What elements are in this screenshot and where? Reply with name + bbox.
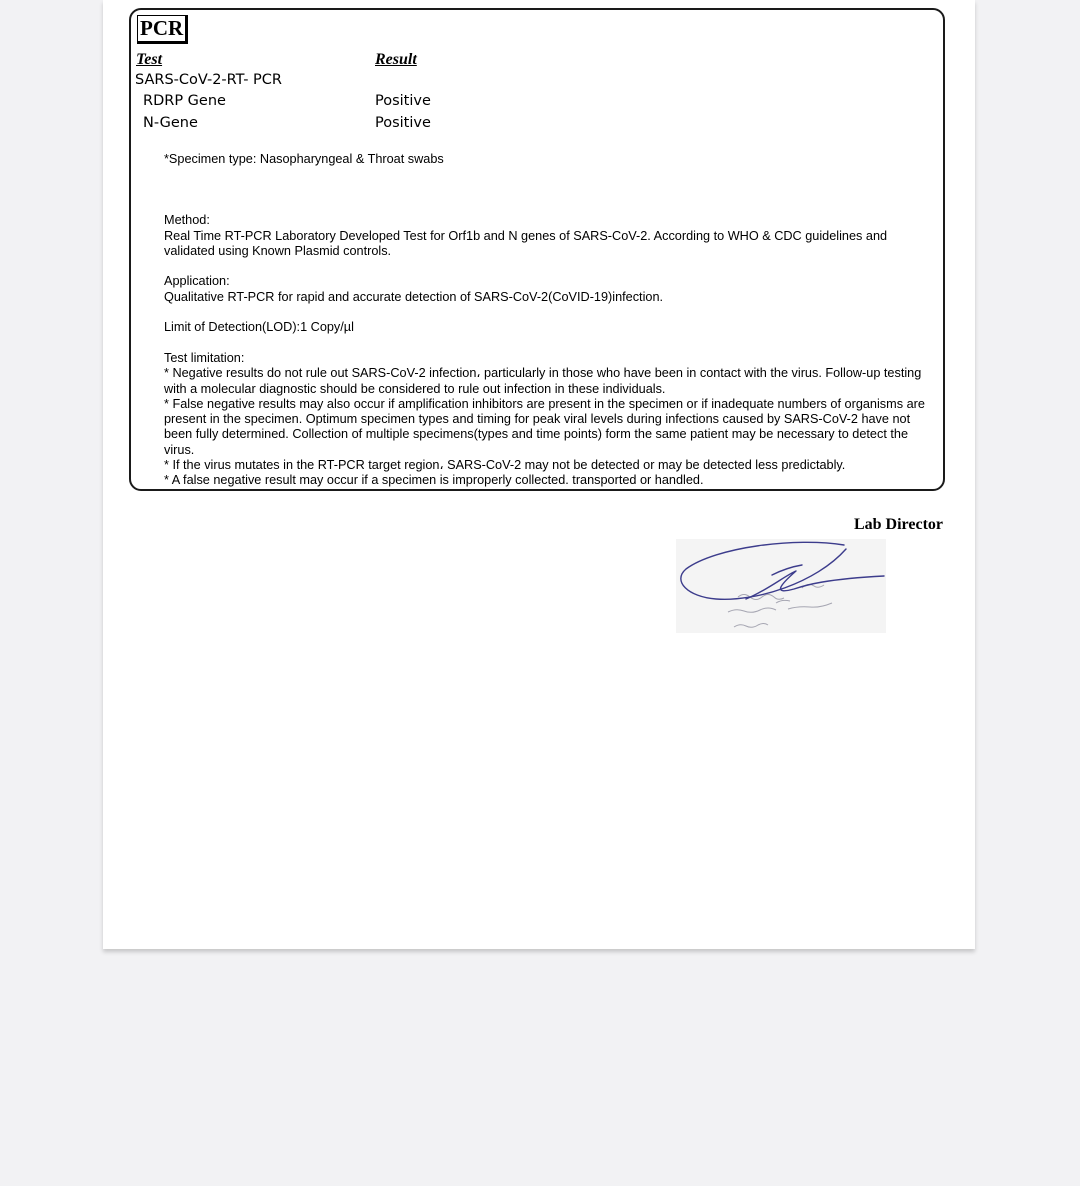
limitation-item: * If the virus mutates in the RT-PCR target region، SARS-CoV-2 may not be detected or may be detected less predictably. [164,458,846,473]
limitation-item: * A false negative result may occur if a specimen is improperly collected. transported or handled. [164,473,704,488]
application-text: Qualitative RT-PCR for rapid and accurate detection of SARS-CoV-2(CoVID-19)infection. [164,289,664,304]
report-page [103,0,975,949]
limitation-item: * False negative results may also occur if amplification inhibitors are present in the specimen or if inadequate numbers of organisms are present in the specimen. Optimum specimen types and timing for peak viral levels during infections caused by SARS-CoV-2 have not been fully determined. Collection of multiple specimens(types and time points) form the same patient may be necessary to detect the virus. [164,396,925,457]
lab-director-label: Lab Director [853,516,943,533]
limit-of-detection: Limit of Detection(LOD):1 Copy/µl [164,320,354,335]
gene-result: Positive [375,115,431,131]
gene-name: RDRP Gene [143,93,226,109]
method-text: Real Time RT-PCR Laboratory Developed Test for Orf1b and N genes of SARS-CoV-2. According to WHO & CDC guidelines and validated using Known Plasmid controls. [164,228,888,258]
section-label: PCR [137,15,188,44]
gene-name: N-Gene [143,115,198,131]
test-column-header: Test [136,51,163,68]
signature-stamp-image [676,539,886,633]
limitation-heading: Test limitation: [164,350,245,365]
application-heading: Application: [164,274,230,289]
signature-stamp-graphic [676,539,886,633]
test-name: SARS-CoV-2-RT- PCR [135,72,282,88]
notes-section [164,152,934,489]
limitation-item: * Negative results do not rule out SARS-CoV-2 infection، particularly in those who have been in contact with the virus. Follow-up testing with a molecular diagnostic should be considered to rule out infection in these individuals. [164,366,922,396]
gene-result: Positive [375,93,431,109]
result-column-header: Result [375,51,417,68]
specimen-type: *Specimen type: Nasopharyngeal & Throat swabs [164,152,444,166]
method-heading: Method: [164,213,210,228]
pcr-result-box [129,8,945,491]
